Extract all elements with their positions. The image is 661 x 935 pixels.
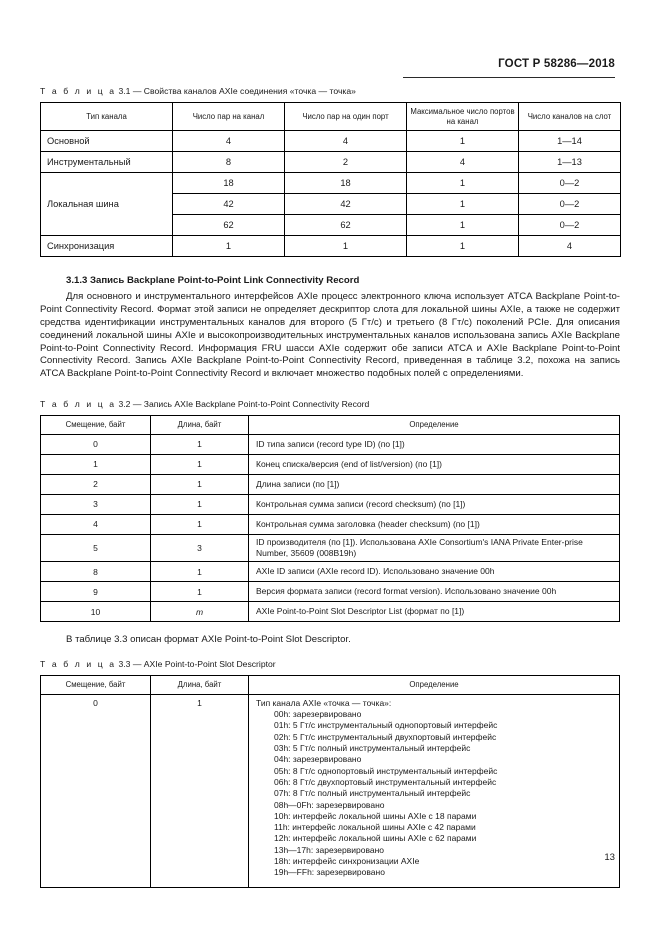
cell-length: 1 [151, 454, 249, 474]
table-row [41, 694, 620, 887]
list-item: 01h: 5 Гт/с инструментальный однопортовый интерфейс [274, 720, 498, 731]
table-row [41, 434, 620, 454]
header-rule [403, 77, 615, 78]
table-3-1-header-row [41, 103, 621, 131]
cell-max-ports: 4 [407, 152, 519, 173]
table-3-1-caption [40, 86, 620, 96]
page-number: 13 [604, 852, 615, 863]
caption-label: Т а б л и ц а [40, 659, 117, 670]
table-3-3 [40, 675, 620, 887]
list-item: 00h: зарезервировано [274, 709, 362, 720]
cell-definition: AXIe Point-to-Point Slot Descriptor List (формат по [1]) [249, 602, 620, 622]
col-max-ports: Максимальное число портов на канал [407, 103, 519, 131]
cell-length: 3 [151, 534, 249, 561]
cell-offset: 5 [41, 534, 151, 561]
cell-pairs-per-port: 2 [285, 152, 407, 173]
cell-pairs-per-port: 4 [285, 131, 407, 152]
cell-max-ports: 1 [407, 131, 519, 152]
cell-channel-type: Инструментальный [41, 152, 173, 173]
cell-length: 1 [151, 562, 249, 582]
cell-max-ports: 1 [407, 215, 519, 236]
descriptor-list [256, 709, 615, 878]
caption-number: 3.3 [118, 659, 131, 670]
col-definition: Определение [249, 676, 620, 695]
table-row [41, 562, 620, 582]
cell-max-ports: 1 [407, 194, 519, 215]
caption-number: 3.2 [118, 399, 131, 410]
cell-pairs-per-channel: 8 [173, 152, 285, 173]
table-row [41, 454, 620, 474]
cell-offset: 10 [41, 602, 151, 622]
col-definition: Определение [249, 416, 620, 435]
col-channel-type: Тип канала [41, 103, 173, 131]
list-item: 02h: 5 Гт/с инструментальный двухпортовый интерфейс [274, 731, 497, 742]
cell-offset: 1 [41, 454, 151, 474]
cell-length: 1 [151, 474, 249, 494]
caption-text: — Свойства каналов AXIe соединения «точка — точка» [132, 86, 356, 96]
cell-length: 1 [151, 694, 249, 887]
col-pairs-per-port: Число пар на один порт [285, 103, 407, 131]
cell-definition: AXIe ID записи (AXIe record ID). Использовано значение 00h [249, 562, 620, 582]
list-item: 11h: интерфейс локальной шины AXIe с 42 парами [274, 822, 476, 833]
cell-definition: Длина записи (по [1]) [249, 474, 620, 494]
caption-number: 3.1 [118, 86, 131, 96]
table-3-2-caption [40, 399, 620, 409]
col-offset: Смещение, байт [41, 676, 151, 695]
cell-max-ports: 1 [407, 236, 519, 257]
cell-offset: 2 [41, 474, 151, 494]
cell-pairs-per-channel: 62 [173, 215, 285, 236]
cell-definition: Конец списка/версия (end of list/version) (по [1]) [249, 454, 620, 474]
cell-offset: 0 [41, 434, 151, 454]
cell-max-ports: 1 [407, 173, 519, 194]
list-item: 18h: интерфейс синхронизации AXIe [274, 856, 420, 867]
table-3-3-intro: В таблице 3.3 описан формат AXIe Point-to-Point Slot Descriptor. [66, 634, 351, 646]
list-item: 12h: интерфейс локальной шины AXIe с 62 парами [274, 833, 477, 844]
table-row [41, 494, 620, 514]
cell-offset: 3 [41, 494, 151, 514]
cell-definition: Контрольная сумма заголовка (header checksum) (по [1]) [249, 514, 620, 534]
cell-channels-per-slot: 0—2 [519, 173, 621, 194]
list-item: 06h: 8 Гт/с двухпортовый инструментальный интерфейс [274, 776, 497, 787]
cell-offset: 9 [41, 582, 151, 602]
cell-length: 1 [151, 434, 249, 454]
caption-label: Т а б л и ц а [40, 86, 117, 96]
cell-pairs-per-port: 1 [285, 236, 407, 257]
col-channels-per-slot: Число каналов на слот [519, 103, 621, 131]
cell-channels-per-slot: 0—2 [519, 215, 621, 236]
list-item: 04h: зарезервировано [274, 754, 362, 765]
cell-pairs-per-channel: 4 [173, 131, 285, 152]
descriptor-title: Тип канала AXIe «точка — точка»: [256, 697, 392, 708]
cell-channel-type: Локальная шина [41, 173, 173, 236]
cell-offset: 4 [41, 514, 151, 534]
cell-pairs-per-channel: 1 [173, 236, 285, 257]
list-item: 03h: 5 Гт/с полный инструментальный интерфейс [274, 743, 471, 754]
list-item: 07h: 8 Гт/с полный инструментальный интерфейс [274, 788, 471, 799]
table-row [41, 514, 620, 534]
page-content [40, 86, 620, 888]
cell-length: 1 [151, 494, 249, 514]
section-heading: 3.1.3 Запись Backplane Point-to-Point Link Connectivity Record [66, 275, 360, 287]
list-item: 05h: 8 Гт/с однопортовый инструментальный интерфейс [274, 765, 498, 776]
cell-pairs-per-port: 18 [285, 173, 407, 194]
list-item: 08h—0Fh: зарезервировано [274, 799, 385, 810]
cell-length: m [151, 602, 249, 622]
cell-length: 1 [151, 514, 249, 534]
cell-offset: 0 [41, 694, 151, 887]
cell-channels-per-slot: 1—13 [519, 152, 621, 173]
cell-definition: ID типа записи (record type ID) (по [1]) [249, 434, 620, 454]
cell-definition: Версия формата записи (record format version). Использовано значение 00h [249, 582, 620, 602]
table-row [41, 582, 620, 602]
cell-pairs-per-channel: 18 [173, 173, 285, 194]
cell-channels-per-slot: 0—2 [519, 194, 621, 215]
cell-channel-type: Синхронизация [41, 236, 173, 257]
running-header: ГОСТ Р 58286—2018 [498, 58, 615, 70]
table-3-2-header-row [41, 416, 620, 435]
list-item: 10h: интерфейс локальной шины AXIe с 18 парами [274, 810, 477, 821]
list-item: 13h—17h: зарезервировано [274, 844, 385, 855]
table-row [41, 474, 620, 494]
table-row [41, 236, 621, 257]
section-paragraph: Для основного и инструментального интерфейсов AXIe процесс электронного ключа использует ATCA Backplane Point-to-Point Connectivity Record. Формат этой записи не определяет дескриптор слота для локальной шины AXIe, а также не содержит средства идентификации инструментальных каналов для второго (5 Гт/с) и третьего (8 Гт/с) поколений PCIe. Для описания соединений локальной шины AXIe и высокопроизводительных инструментальных каналов использована запись AXIe Backplane Point-to-Point Connectivity Record. Информация FRU шасси AXIe содержит обе записи ATCA и AXIe Backplane Point-to-Point Connectivity Record. Запись AXIe Backplane Point-to-Point Connectivity Record, приведенная в таблице 3.2, похожа на запись ATCA Backplane Point-to-Point Connectivity Record и включает множество подобных полей с определениями. [40, 290, 620, 380]
table-row [41, 152, 621, 173]
cell-channels-per-slot: 4 [519, 236, 621, 257]
table-3-2 [40, 415, 620, 622]
cell-pairs-per-port: 42 [285, 194, 407, 215]
cell-definition: ID производителя (по [1]). Использована AXIe Consortium's IANA Private Enter-prise Number, 35609 (008B19h) [249, 534, 620, 561]
caption-text: — AXIe Point-to-Point Slot Descriptor [132, 659, 276, 670]
table-row [41, 131, 621, 152]
col-pairs-per-channel: Число пар на канал [173, 103, 285, 131]
caption-label: Т а б л и ц а [40, 399, 117, 410]
cell-length: 1 [151, 582, 249, 602]
col-length: Длина, байт [151, 416, 249, 435]
col-offset: Смещение, байт [41, 416, 151, 435]
list-item: 19h—FFh: зарезервировано [274, 867, 385, 878]
cell-channels-per-slot: 1—14 [519, 131, 621, 152]
cell-offset: 8 [41, 562, 151, 582]
table-3-1 [40, 102, 621, 257]
cell-channel-type: Основной [41, 131, 173, 152]
table-3-3-header-row [41, 676, 620, 695]
table-row [41, 534, 620, 561]
cell-pairs-per-port: 62 [285, 215, 407, 236]
cell-pairs-per-channel: 42 [173, 194, 285, 215]
cell-definition [249, 694, 620, 887]
col-length: Длина, байт [151, 676, 249, 695]
table-row [41, 173, 621, 194]
table-row [41, 602, 620, 622]
caption-text: — Запись AXIe Backplane Point-to-Point Connectivity Record [132, 399, 370, 410]
table-3-3-caption [40, 659, 620, 669]
cell-definition: Контрольная сумма записи (record checksum) (по [1]) [249, 494, 620, 514]
